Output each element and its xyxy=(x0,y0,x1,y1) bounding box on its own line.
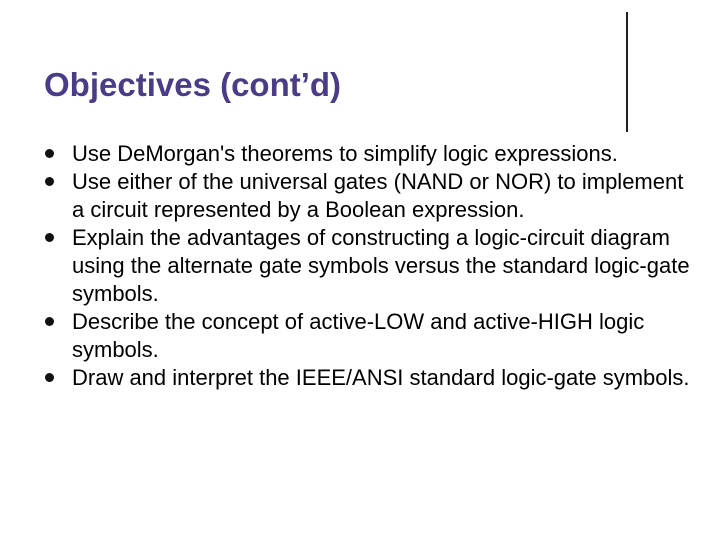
list-item-text: Describe the concept of active-LOW and active-HIGH logic symbols. xyxy=(72,309,645,362)
slide-title: Objectives (cont’d) xyxy=(44,66,342,103)
list-item-text: Draw and interpret the IEEE/ANSI standard logic-gate symbols. xyxy=(72,365,690,390)
list-item-text: Explain the advantages of constructing a logic-circuit diagram using the alternate gate symbols versus the standard logic-gate symbols. xyxy=(72,225,690,306)
list-item xyxy=(44,168,694,224)
bullet-dot-icon xyxy=(45,233,54,242)
list-item xyxy=(44,364,694,392)
bullet-dot-icon xyxy=(45,177,54,186)
list-item xyxy=(44,140,694,168)
bullet-dot-icon xyxy=(45,317,54,326)
bullet-dot-icon xyxy=(45,373,54,382)
list-item-text: Use either of the universal gates (NAND or NOR) to implement a circuit represented by a Boolean expression. xyxy=(72,169,684,222)
list-item xyxy=(44,308,694,364)
accent-divider-line xyxy=(626,12,628,132)
bullet-dot-icon xyxy=(45,149,54,158)
list-item-text: Use DeMorgan's theorems to simplify logic expressions. xyxy=(72,141,618,166)
list-item xyxy=(44,224,694,308)
objectives-list xyxy=(44,140,694,392)
